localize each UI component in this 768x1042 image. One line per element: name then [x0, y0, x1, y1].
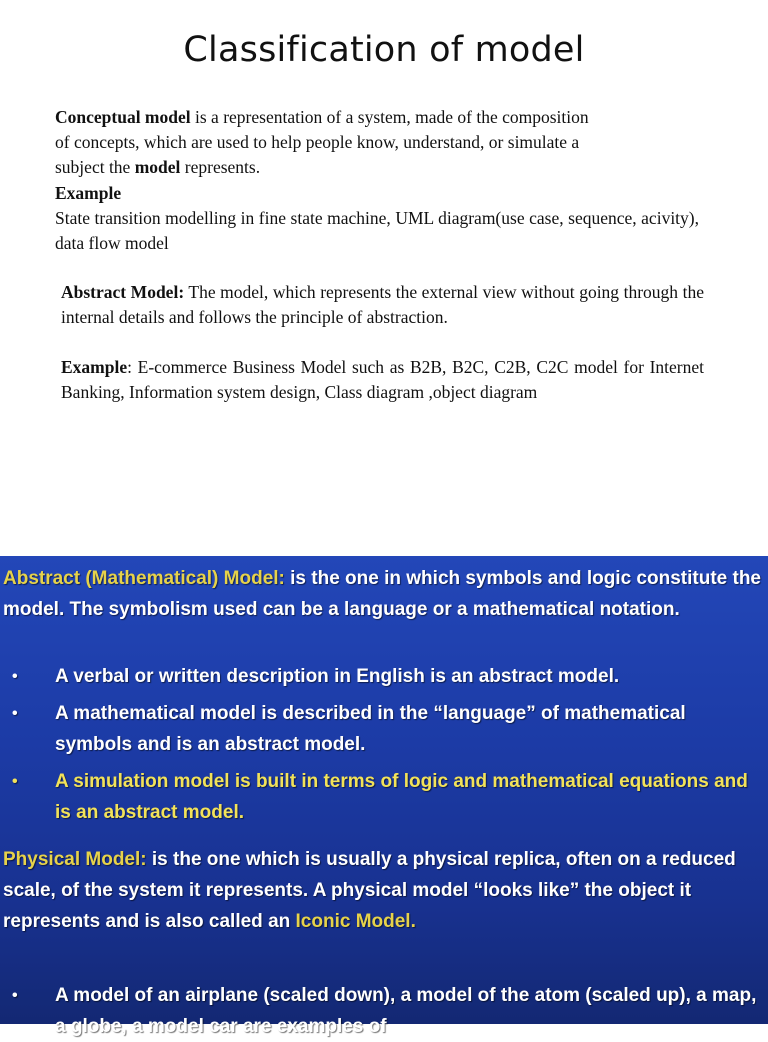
- list-item: [0, 661, 768, 692]
- slide-panel: [0, 556, 768, 1037]
- bullet-text: A verbal or written description in English is an abstract model.: [55, 666, 620, 687]
- bullet-icon: •: [12, 987, 18, 1004]
- list-item: [0, 980, 768, 1042]
- conceptual-model-paragraph: [55, 105, 699, 180]
- conceptual-example-text: State transition modelling in fine state machine, UML diagram(use case, sequence, acivity), data flow model: [55, 208, 699, 253]
- bullet-icon: •: [12, 705, 18, 722]
- bullet-icon: •: [12, 668, 18, 685]
- text-run: is a representation of a system, made of the composition: [190, 107, 589, 127]
- page-title: Classification of model: [183, 30, 585, 70]
- example-heading: Example: [55, 183, 122, 203]
- abstract-model-heading: Abstract Model:: [61, 282, 185, 302]
- physical-model-bullet-list: [0, 980, 768, 1042]
- example-heading: Example: [61, 357, 128, 377]
- text-run: represents.: [180, 157, 261, 177]
- list-item: [0, 766, 768, 828]
- text-run: subject the: [55, 157, 135, 177]
- bullet-text: A simulation model is built in terms of logic and mathematical equations and is an abstract model.: [55, 771, 748, 823]
- text-line: [55, 155, 699, 180]
- term-bold: Conceptual model: [55, 107, 191, 127]
- math-model-heading: Abstract (Mathematical) Model:: [3, 568, 285, 589]
- list-item: [0, 698, 768, 760]
- physical-model-definition: [3, 844, 765, 937]
- math-model-definition: [3, 563, 765, 625]
- text-run: The model, which represents the external view without going through the internal details and follows the principle of abstraction.: [61, 282, 705, 327]
- bullet-text: A mathematical model is described in the “language” of mathematical symbols and is an abstract model.: [55, 703, 686, 755]
- bullet-text: A model of an airplane (scaled down), a model of the atom (scaled up), a map, a globe, a model car are examples of: [55, 985, 757, 1037]
- text-run: is the one which is usually a physical replica, often on a reduced scale, of the system it represents. A physical model “looks like” the object it represents and is also called an: [3, 849, 736, 932]
- term-bold: model: [134, 157, 181, 177]
- iconic-model-term: Iconic Model.: [295, 911, 416, 932]
- abstract-model-paragraph: [61, 280, 704, 330]
- text-run: : E-commerce Business Model such as B2B, B2C, C2B, C2C model for Internet Banking, Information system design, Class diagram ,object diagram: [61, 357, 704, 402]
- abstract-example-paragraph: [61, 355, 704, 405]
- math-model-bullet-list: [0, 661, 768, 828]
- bullet-icon: •: [12, 773, 18, 790]
- text-line: [55, 105, 699, 130]
- physical-model-heading: Physical Model:: [3, 849, 147, 870]
- text-run: is the one in which symbols and logic constitute the model. The symbolism used can be a language or a mathematical notation.: [3, 568, 761, 620]
- text-line: of concepts, which are used to help people know, understand, or simulate a: [55, 132, 580, 152]
